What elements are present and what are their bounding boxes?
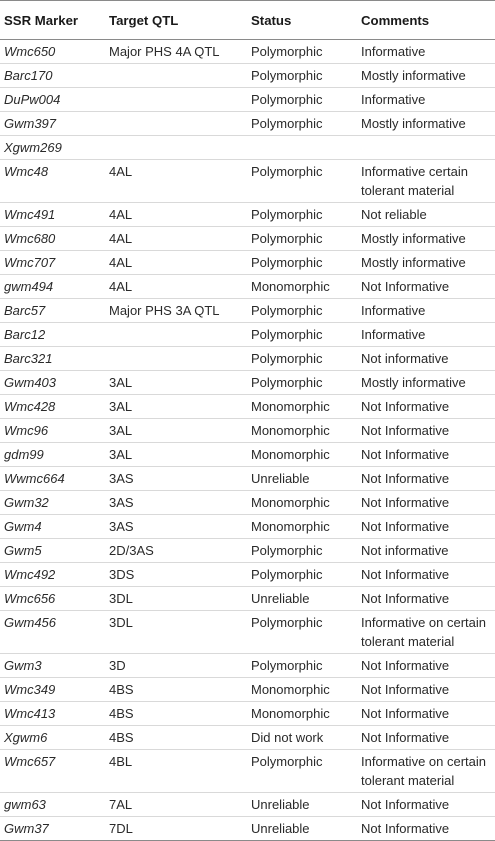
comments-cell: Not Informative: [357, 587, 495, 611]
marker-cell: Barc57: [0, 299, 105, 323]
comments-cell: Mostly informative: [357, 371, 495, 395]
table-row: [0, 817, 495, 841]
table-row: [0, 40, 495, 64]
marker-cell: Wmc657: [0, 750, 105, 793]
status-cell: Unreliable: [247, 817, 357, 841]
marker-cell: Gwm5: [0, 539, 105, 563]
target-qtl-cell: 3AL: [105, 419, 247, 443]
table-row: [0, 160, 495, 203]
header-row: [0, 1, 495, 40]
status-cell: Polymorphic: [247, 347, 357, 371]
status-cell: Polymorphic: [247, 160, 357, 203]
marker-cell: Xgwm6: [0, 726, 105, 750]
marker-cell: gwm63: [0, 793, 105, 817]
target-qtl-cell: 4BS: [105, 678, 247, 702]
status-cell: Polymorphic: [247, 227, 357, 251]
status-cell: Monomorphic: [247, 419, 357, 443]
marker-cell: Gwm3: [0, 654, 105, 678]
status-cell: Polymorphic: [247, 40, 357, 64]
status-cell: Polymorphic: [247, 112, 357, 136]
table-row: [0, 587, 495, 611]
table-row: [0, 678, 495, 702]
marker-cell: Gwm403: [0, 371, 105, 395]
marker-cell: Xgwm269: [0, 136, 105, 160]
status-cell: Monomorphic: [247, 443, 357, 467]
target-qtl-cell: [105, 347, 247, 371]
target-qtl-cell: [105, 112, 247, 136]
comments-cell: Not informative: [357, 539, 495, 563]
target-qtl-cell: 4AL: [105, 251, 247, 275]
status-cell: Polymorphic: [247, 654, 357, 678]
table-row: [0, 64, 495, 88]
target-qtl-cell: 2D/3AS: [105, 539, 247, 563]
table-row: [0, 491, 495, 515]
table-row: [0, 654, 495, 678]
status-cell: Polymorphic: [247, 539, 357, 563]
marker-cell: Wmc413: [0, 702, 105, 726]
table-row: [0, 750, 495, 793]
status-cell: Monomorphic: [247, 515, 357, 539]
comments-cell: Not Informative: [357, 275, 495, 299]
table-row: [0, 275, 495, 299]
comments-cell: Mostly informative: [357, 251, 495, 275]
marker-cell: Wmc349: [0, 678, 105, 702]
target-qtl-cell: 4BS: [105, 702, 247, 726]
status-cell: Polymorphic: [247, 611, 357, 654]
status-cell: Unreliable: [247, 587, 357, 611]
marker-cell: Wmc96: [0, 419, 105, 443]
table-row: [0, 467, 495, 491]
marker-cell: Wmc707: [0, 251, 105, 275]
table-row: [0, 347, 495, 371]
marker-cell: Barc12: [0, 323, 105, 347]
status-cell: Polymorphic: [247, 563, 357, 587]
target-qtl-cell: 7DL: [105, 817, 247, 841]
status-cell: Polymorphic: [247, 371, 357, 395]
marker-cell: Barc321: [0, 347, 105, 371]
comments-cell: Not Informative: [357, 563, 495, 587]
status-cell: Monomorphic: [247, 491, 357, 515]
comments-cell: Not Informative: [357, 793, 495, 817]
comments-cell: Not Informative: [357, 419, 495, 443]
status-cell: Polymorphic: [247, 203, 357, 227]
table-row: [0, 419, 495, 443]
comments-cell: [357, 136, 495, 160]
target-qtl-cell: 4BL: [105, 750, 247, 793]
header-target-qtl: Target QTL: [105, 1, 247, 40]
marker-cell: Wmc428: [0, 395, 105, 419]
target-qtl-cell: 3AS: [105, 491, 247, 515]
table-row: [0, 443, 495, 467]
table-row: [0, 203, 495, 227]
comments-cell: Informative on certain tolerant material: [357, 750, 495, 793]
table-row: [0, 793, 495, 817]
status-cell: Monomorphic: [247, 702, 357, 726]
comments-cell: Not Informative: [357, 467, 495, 491]
comments-cell: Mostly informative: [357, 112, 495, 136]
marker-cell: Wmc491: [0, 203, 105, 227]
marker-cell: Wmc492: [0, 563, 105, 587]
comments-cell: Not Informative: [357, 515, 495, 539]
comments-cell: Not Informative: [357, 726, 495, 750]
status-cell: Monomorphic: [247, 395, 357, 419]
status-cell: Polymorphic: [247, 299, 357, 323]
header-status: Status: [247, 1, 357, 40]
table-row: [0, 299, 495, 323]
target-qtl-cell: 4AL: [105, 160, 247, 203]
comments-cell: Informative: [357, 299, 495, 323]
comments-cell: Informative certain tolerant material: [357, 160, 495, 203]
table-body: [0, 40, 495, 841]
status-cell: Monomorphic: [247, 678, 357, 702]
table-row: [0, 726, 495, 750]
table-row: [0, 112, 495, 136]
status-cell: Polymorphic: [247, 750, 357, 793]
target-qtl-cell: 4AL: [105, 275, 247, 299]
marker-cell: Wmc48: [0, 160, 105, 203]
marker-cell: Wmc656: [0, 587, 105, 611]
comments-cell: Mostly informative: [357, 227, 495, 251]
target-qtl-cell: [105, 323, 247, 347]
target-qtl-cell: 3AL: [105, 443, 247, 467]
table-row: [0, 702, 495, 726]
table-row: [0, 251, 495, 275]
comments-cell: Not Informative: [357, 817, 495, 841]
status-cell: Polymorphic: [247, 64, 357, 88]
status-cell: Polymorphic: [247, 323, 357, 347]
comments-cell: Informative: [357, 323, 495, 347]
comments-cell: Informative on certain tolerant material: [357, 611, 495, 654]
comments-cell: Informative: [357, 88, 495, 112]
target-qtl-cell: 4AL: [105, 227, 247, 251]
comments-cell: Not Informative: [357, 654, 495, 678]
header-comments: Comments: [357, 1, 495, 40]
target-qtl-cell: 3DL: [105, 611, 247, 654]
table-header: [0, 1, 495, 40]
marker-cell: Barc170: [0, 64, 105, 88]
marker-cell: Gwm37: [0, 817, 105, 841]
status-cell: Polymorphic: [247, 88, 357, 112]
marker-cell: Gwm4: [0, 515, 105, 539]
marker-cell: Wmc680: [0, 227, 105, 251]
target-qtl-cell: 3AS: [105, 467, 247, 491]
target-qtl-cell: 4BS: [105, 726, 247, 750]
status-cell: Unreliable: [247, 793, 357, 817]
table-row: [0, 515, 495, 539]
target-qtl-cell: 3AL: [105, 371, 247, 395]
target-qtl-cell: 3DL: [105, 587, 247, 611]
target-qtl-cell: Major PHS 4A QTL: [105, 40, 247, 64]
header-ssr-marker: SSR Marker: [0, 1, 105, 40]
comments-cell: Not Informative: [357, 491, 495, 515]
marker-cell: Gwm397: [0, 112, 105, 136]
table-row: [0, 563, 495, 587]
comments-cell: Mostly informative: [357, 64, 495, 88]
marker-cell: gwm494: [0, 275, 105, 299]
table-row: [0, 88, 495, 112]
target-qtl-cell: 3D: [105, 654, 247, 678]
status-cell: Polymorphic: [247, 251, 357, 275]
comments-cell: Not Informative: [357, 395, 495, 419]
marker-cell: Wmc650: [0, 40, 105, 64]
comments-cell: Not Informative: [357, 678, 495, 702]
marker-cell: DuPw004: [0, 88, 105, 112]
table-row: [0, 371, 495, 395]
target-qtl-cell: Major PHS 3A QTL: [105, 299, 247, 323]
table-row: [0, 539, 495, 563]
status-cell: Monomorphic: [247, 275, 357, 299]
target-qtl-cell: 7AL: [105, 793, 247, 817]
marker-cell: Gwm456: [0, 611, 105, 654]
table-row: [0, 395, 495, 419]
status-cell: Unreliable: [247, 467, 357, 491]
comments-cell: Not Informative: [357, 443, 495, 467]
target-qtl-cell: 3AS: [105, 515, 247, 539]
comments-cell: Not reliable: [357, 203, 495, 227]
target-qtl-cell: [105, 64, 247, 88]
table-row: [0, 611, 495, 654]
target-qtl-cell: 3DS: [105, 563, 247, 587]
marker-cell: Gwm32: [0, 491, 105, 515]
marker-cell: Wwmc664: [0, 467, 105, 491]
target-qtl-cell: [105, 136, 247, 160]
comments-cell: Informative: [357, 40, 495, 64]
status-cell: Did not work: [247, 726, 357, 750]
target-qtl-cell: [105, 88, 247, 112]
table-row: [0, 323, 495, 347]
status-cell: [247, 136, 357, 160]
target-qtl-cell: 4AL: [105, 203, 247, 227]
target-qtl-cell: 3AL: [105, 395, 247, 419]
table-row: [0, 136, 495, 160]
comments-cell: Not informative: [357, 347, 495, 371]
comments-cell: Not Informative: [357, 702, 495, 726]
marker-cell: gdm99: [0, 443, 105, 467]
table-row: [0, 227, 495, 251]
